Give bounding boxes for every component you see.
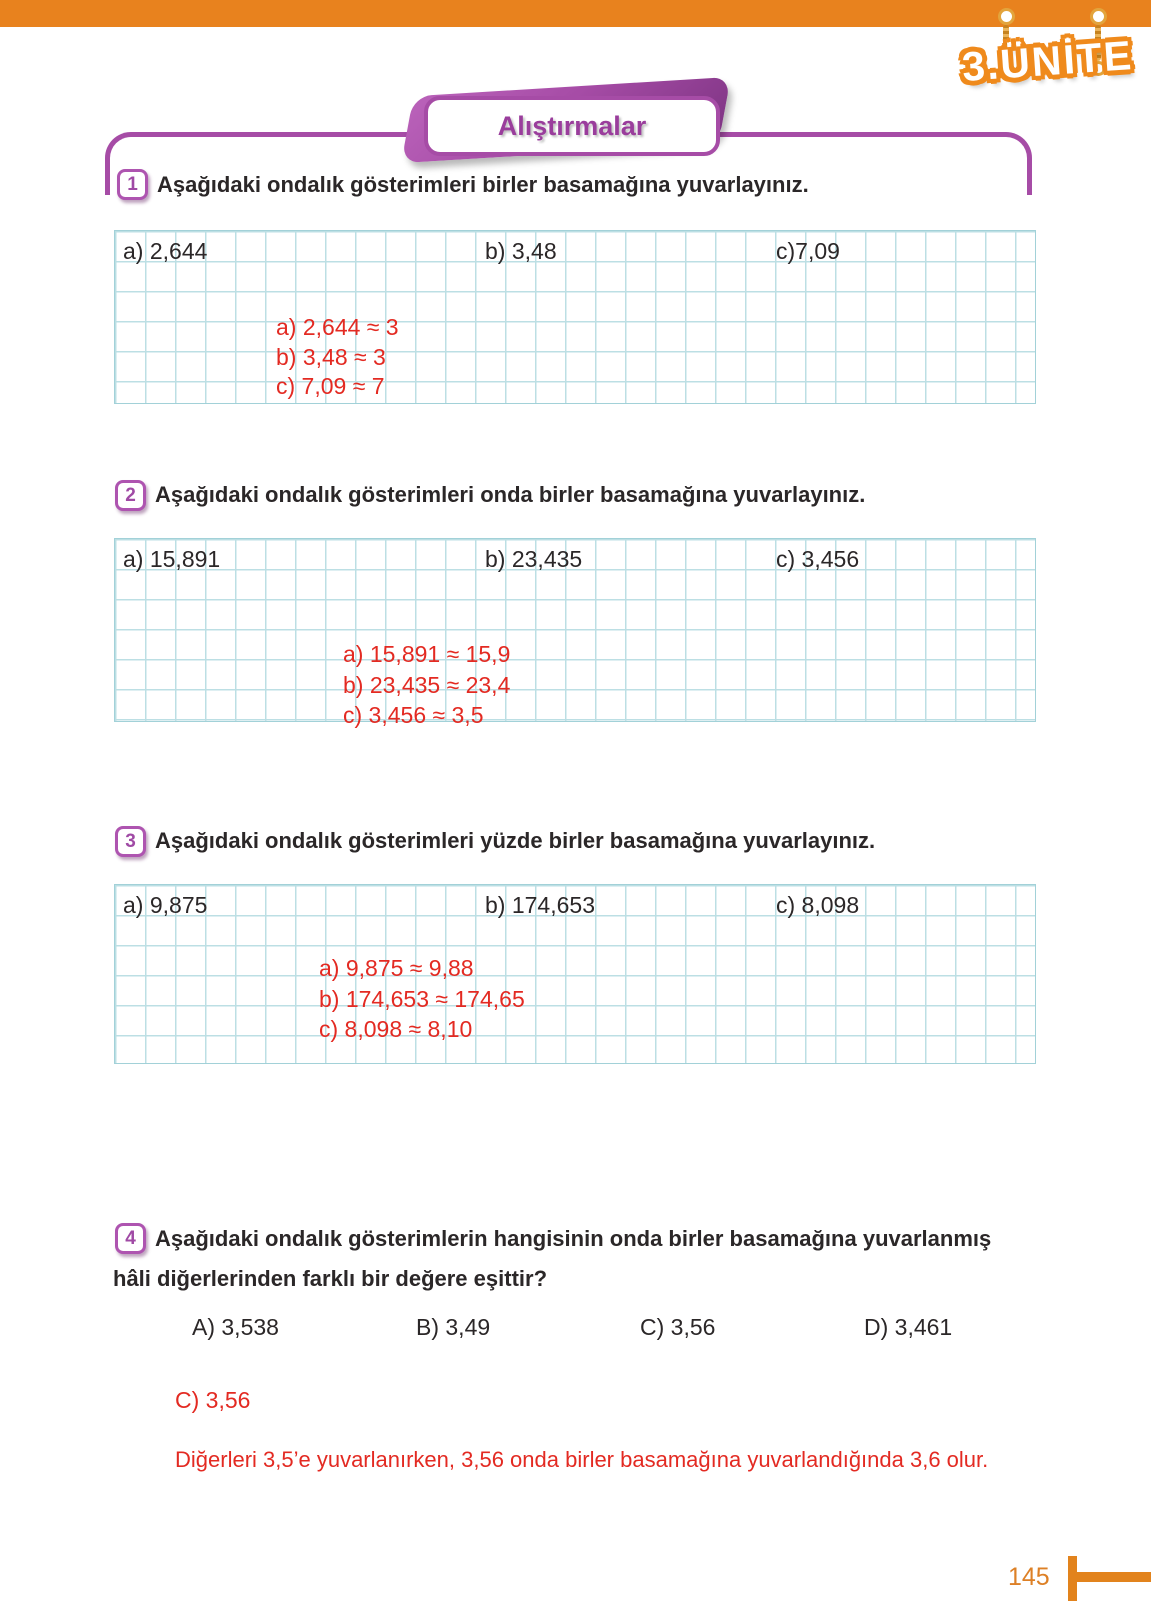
- grid-3-prompt-c: c) 8,098: [776, 892, 860, 918]
- option-a: A) 3,538: [192, 1314, 279, 1340]
- grid-2-prompt-c: c) 3,456: [776, 546, 860, 572]
- question-4-text-line2: hâli diğerlerinden farklı bir değere eşittir?: [113, 1266, 548, 1291]
- answer-grid-2: [114, 538, 1036, 728]
- option-b: B) 3,49: [416, 1314, 491, 1340]
- answer-grid-3: [114, 884, 1036, 1064]
- grid-1-answers: [276, 313, 399, 402]
- grid-2-prompt-b: b) 23,435: [485, 546, 583, 572]
- question-4-answer: C) 3,56: [175, 1387, 251, 1413]
- grid-1-prompt-a: a) 2,644: [123, 238, 208, 264]
- answer-line: b) 174,653 ≈ 174,65: [319, 985, 525, 1012]
- page-number: 145: [1008, 1563, 1050, 1591]
- answer-line: c) 3,456 ≈ 3,5: [343, 702, 484, 728]
- question-3-badge: 3: [115, 826, 146, 857]
- answer-line: b) 3,48 ≈ 3: [276, 343, 386, 370]
- question-3-text: Aşağıdaki ondalık gösterimleri yüzde birler basamağına yuvarlayınız.: [155, 828, 876, 853]
- banner-title: Alıştırmalar: [497, 110, 647, 141]
- answer-line: b) 23,435 ≈ 23,4: [343, 671, 511, 698]
- grid-1-prompt-b: b) 3,48: [485, 238, 557, 264]
- question-2-text: Aşağıdaki ondalık gösterimleri onda birler basamağına yuvarlayınız.: [155, 482, 866, 507]
- answer-line: a) 9,875 ≈ 9,88: [319, 955, 474, 981]
- exercises-banner: [424, 96, 720, 156]
- question-4-text-line1: Aşağıdaki ondalık gösterimlerin hangisinin onda birler basamağına yuvarlanmış: [155, 1226, 992, 1251]
- option-d: D) 3,461: [864, 1314, 953, 1340]
- unit-logo: 3.ÜNİTE: [960, 32, 1135, 90]
- grid-1-prompt-c: c)7,09: [776, 238, 840, 264]
- answer-line: c) 8,098 ≈ 8,10: [319, 1016, 473, 1042]
- grid-2-prompt-a: a) 15,891: [123, 546, 221, 572]
- option-c: C) 3,56: [640, 1314, 716, 1340]
- answer-line: a) 15,891 ≈ 15,9: [343, 641, 511, 667]
- answer-line: a) 2,644 ≈ 3: [276, 314, 399, 340]
- grid-3-prompt-b: b) 174,653: [485, 892, 595, 918]
- question-4-explanation: Diğerleri 3,5’e yuvarlanırken, 3,56 onda birler basamağına yuvarlandığında 3,6 olur.: [175, 1447, 989, 1472]
- page-number-marker: [1068, 1556, 1077, 1601]
- question-2-badge: 2: [115, 480, 146, 511]
- grid-3-answers: [319, 953, 525, 1045]
- top-orange-bar: [0, 0, 1151, 27]
- page-number-marker-line: [1077, 1572, 1151, 1582]
- pin-ring-icon: [998, 8, 1015, 25]
- answer-line: c) 7,09 ≈ 7: [276, 373, 385, 399]
- question-1-text: Aşağıdaki ondalık gösterimleri birler basamağına yuvarlayınız.: [157, 172, 809, 197]
- question-4-badge: 4: [115, 1223, 146, 1254]
- answer-grid-1: [114, 230, 1036, 404]
- grid-3-prompt-a: a) 9,875: [123, 892, 208, 918]
- question-1-badge: 1: [117, 169, 148, 200]
- pin-ring-icon: [1090, 8, 1107, 25]
- grid-2-answers: [343, 639, 510, 731]
